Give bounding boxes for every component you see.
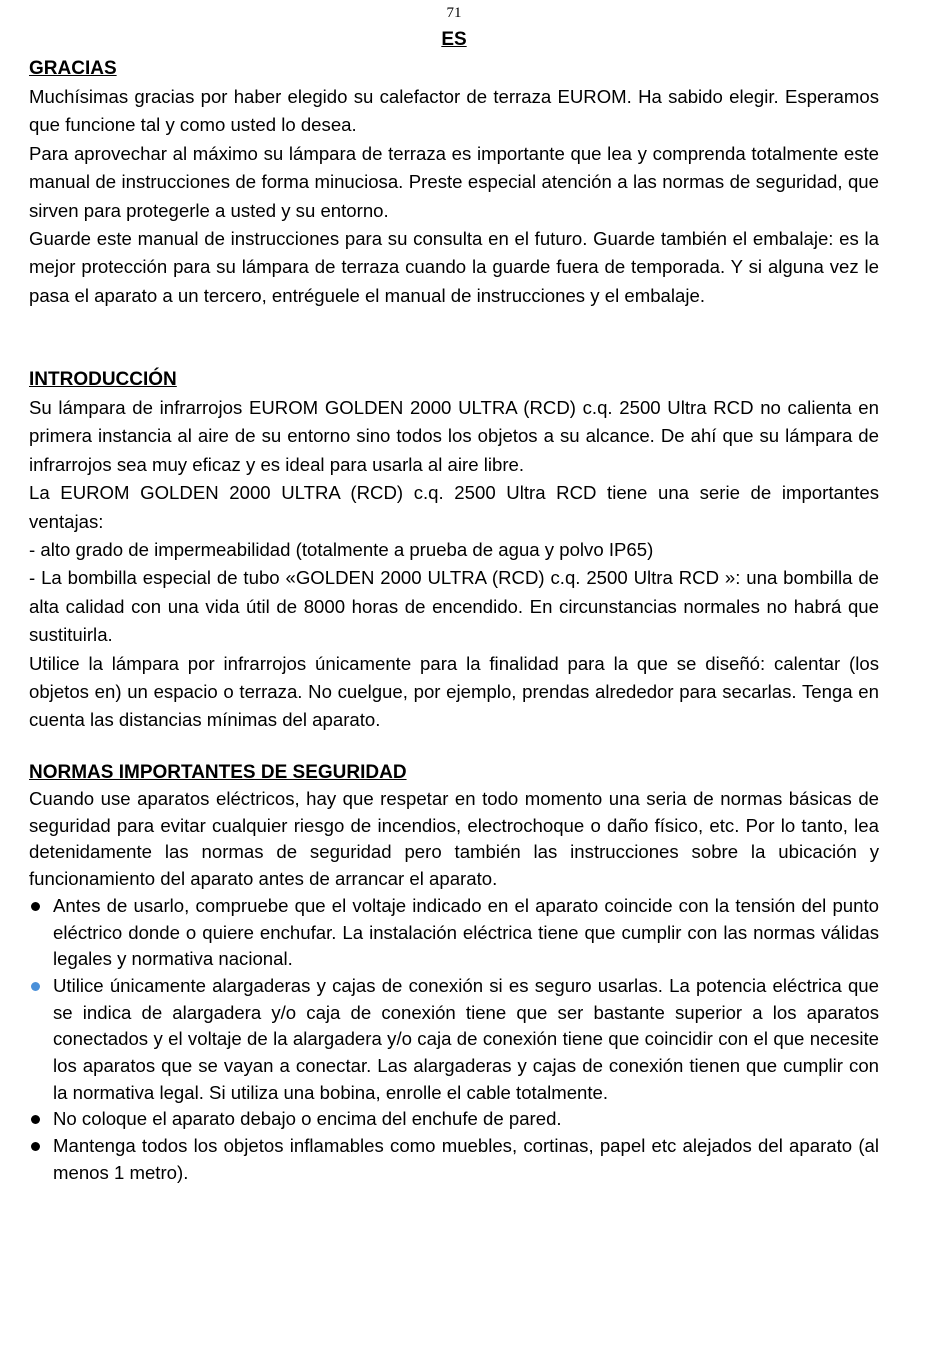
section-introduccion bbox=[29, 366, 879, 735]
introduccion-title: INTRODUCCIÓN bbox=[29, 369, 177, 390]
gracias-paragraph: Guarde este manual de instrucciones para su consulta en el futuro. Guarde también el embalaje: es la mejor protección para su lámpara de terraza cuando la guarde fuera de temporada. Y si alguna vez le pasa el aparato a un tercero, entréguele el manual de instrucciones y el embalaje. bbox=[29, 228, 879, 306]
bullet-text: Utilice únicamente alargaderas y cajas de conexión si es seguro usarlas. La potencia eléctrica que se indica de alargadera y/o caja de conexión tiene que ser bastante superior a los aparatos conectados y el voltaje de la alargadera y/o caja de conexión tiene que coincidir con el que necesite los aparatos que se vayan a conectar. Las alargaderas y cajas de conexión tienen que cumplir con la normativa legal. Si utiliza una bobina, enrolle el cable totalmente. bbox=[53, 974, 879, 1103]
introduccion-paragraph: Utilice la lámpara por infrarrojos únicamente para la finalidad para la que se diseñó: calentar (los objetos en) un espacio o terraza. No cuelgue, por ejemplo, prendas alrededor para secarlas. Tenga en cuenta las distancias mínimas del aparato. bbox=[29, 652, 879, 731]
introduccion-list-item: - alto grado de impermeabilidad (totalmente a prueba de agua y polvo IP65) bbox=[29, 539, 654, 561]
bullet-item bbox=[29, 1133, 879, 1186]
bullet-dot-icon bbox=[31, 1115, 40, 1124]
page-number: 71 bbox=[446, 5, 462, 21]
bullet-dot-icon bbox=[31, 982, 40, 991]
gracias-title: GRACIAS bbox=[29, 58, 117, 79]
bullet-item bbox=[29, 1106, 879, 1133]
bullet-item bbox=[29, 893, 879, 973]
section-gracias bbox=[29, 55, 879, 310]
language-heading: ES bbox=[441, 29, 467, 50]
seguridad-title: NORMAS IMPORTANTES DE SEGURIDAD bbox=[29, 762, 407, 783]
bullet-text: Mantenga todos los objetos inflamables como muebles, cortinas, papel etc alejados del aparato (al menos 1 metro). bbox=[53, 1135, 879, 1183]
bullet-dot-icon bbox=[31, 1142, 40, 1151]
introduccion-paragraph: Su lámpara de infrarrojos EUROM GOLDEN 2000 ULTRA (RCD) c.q. 2500 Ultra RCD no calienta en primera instancia al aire de su entorno sino todos los objetos a su alcance. De ahí que su lámpara de infrarrojos sea muy eficaz y es ideal para usarla al aire libre. bbox=[29, 397, 879, 475]
seguridad-bullet-list bbox=[29, 893, 879, 1187]
bullet-text: No coloque el aparato debajo o encima del enchufe de pared. bbox=[53, 1108, 562, 1130]
gracias-paragraph: Muchísimas gracias por haber elegido su calefactor de terraza EUROM. Ha sabido elegir. Esperamos que funcione tal y como usted lo desea. bbox=[29, 86, 879, 136]
section-seguridad bbox=[29, 760, 879, 1187]
bullet-dot-icon bbox=[31, 902, 40, 911]
gracias-paragraph: Para aprovechar al máximo su lámpara de terraza es importante que lea y comprenda totalmente este manual de instrucciones de forma minuciosa. Preste especial atención a las normas de seguridad, que sirven para protegerle a usted y su entorno. bbox=[29, 142, 879, 221]
bullet-item bbox=[29, 973, 879, 1107]
introduccion-list-item: - La bombilla especial de tubo «GOLDEN 2000 ULTRA (RCD) c.q. 2500 Ultra RCD »: una bombilla de alta calidad con una vida útil de 8000 horas de encendido. En circunstancias normales no habrá que sustituirla. bbox=[29, 567, 879, 646]
bullet-text: Antes de usarlo, compruebe que el voltaje indicado en el aparato coincide con la tensión del punto eléctrico donde o quiere enchufar. La instalación eléctrica tiene que cumplir con las normas válidas legales y normativa nacional. bbox=[53, 894, 879, 970]
introduccion-paragraph: La EUROM GOLDEN 2000 ULTRA (RCD) c.q. 2500 Ultra RCD tiene una serie de importantes ventajas: bbox=[29, 482, 879, 532]
seguridad-intro: Cuando use aparatos eléctricos, hay que respetar en todo momento una seria de normas básicas de seguridad para evitar cualquier riesgo de incendios, electrochoque o daño físico, etc. Por lo tanto, lea detenidamente las normas de seguridad pero también las instrucciones sobre la ubicación y funcionamiento del aparato antes de arrancar el aparato. bbox=[29, 788, 879, 890]
